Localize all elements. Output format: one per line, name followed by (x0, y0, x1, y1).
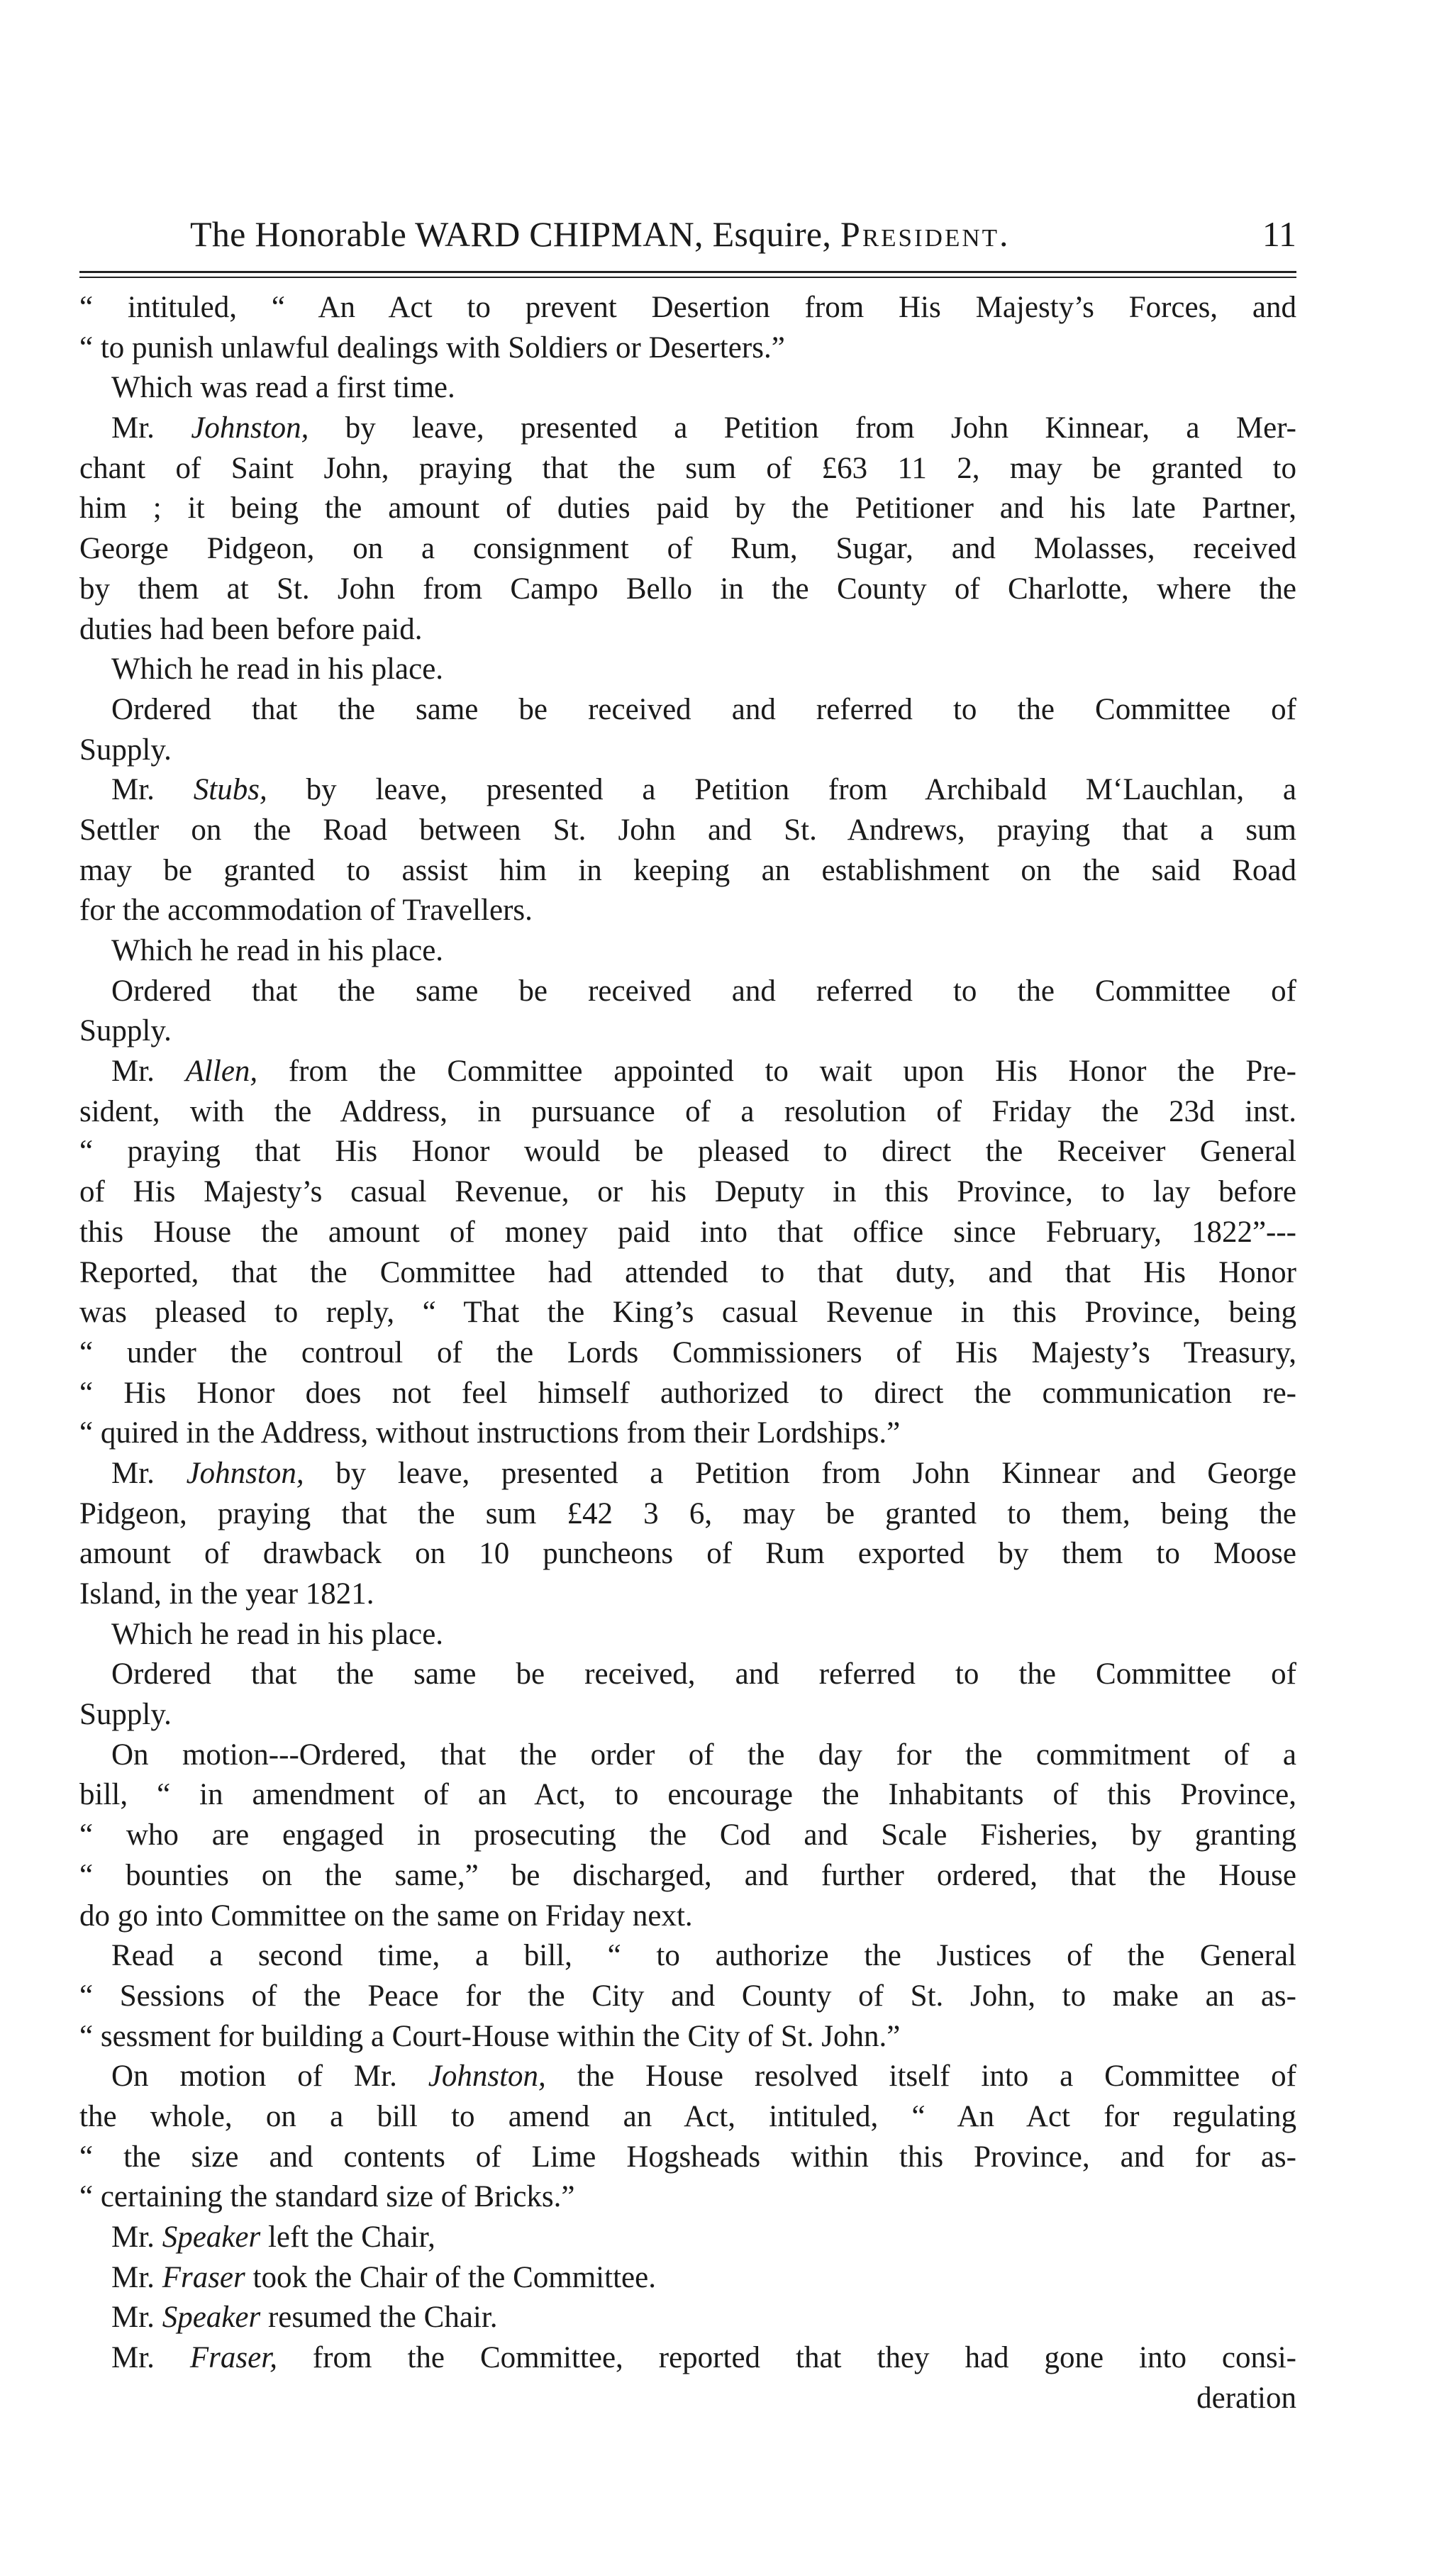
text-line (79, 1655, 1296, 1695)
line-text: deration (1196, 2381, 1296, 2415)
line-text: sident, with the Address, in pursuance of a resolution of Friday the 23d inst. (79, 1094, 1296, 1128)
text-line (79, 1333, 1296, 1374)
member-name: Speaker (162, 2221, 261, 2254)
line-text: Island, in the year 1821. (79, 1577, 374, 1611)
member-name: Johnston, (428, 2060, 546, 2094)
text-line (79, 931, 1296, 972)
member-name: Johnston, (186, 1456, 304, 1490)
line-text: “ intituled, “ An Act to prevent Desertion from His Majesty’s Forces, and (79, 291, 1296, 324)
text-line (79, 811, 1296, 851)
text-line (79, 2338, 1296, 2379)
line-text-rest: from the Committee, reported that they had gone into consi- (277, 2341, 1296, 2375)
member-name: Fraser, (189, 2341, 277, 2375)
text-line (79, 851, 1296, 891)
text-line (79, 1534, 1296, 1574)
line-text: “ quired in the Address, without instructions from their Lordships.” (79, 1416, 901, 1450)
line-text: was pleased to reply, “ That the King’s casual Revenue in this Province, being (79, 1296, 1296, 1330)
line-text: “ His Honor does not feel himself authorized to direct the communication re- (79, 1376, 1296, 1410)
line-text: Mr. (111, 2301, 162, 2335)
header-rule-thin (79, 277, 1296, 278)
member-name: Johnston, (191, 411, 309, 445)
text-line (79, 972, 1296, 1012)
text-line (79, 1816, 1296, 1856)
text-line (79, 1092, 1296, 1133)
text-line (79, 610, 1296, 650)
text-line (79, 569, 1296, 610)
line-text: Ordered that the same be received and referred to the Committee of (111, 974, 1296, 1008)
member-name: Stubs, (193, 773, 267, 807)
text-line (79, 690, 1296, 730)
line-text: Which was read a first time. (111, 371, 455, 405)
running-header (190, 206, 1296, 262)
line-text: Ordered that the same be received and referred to the Committee of (111, 692, 1296, 726)
text-line (79, 2177, 1296, 2218)
text-line (79, 1052, 1296, 1092)
text-line (79, 2258, 1296, 2299)
line-text: amount of drawback on 10 puncheons of Rum exported by them to Moose (79, 1537, 1296, 1571)
line-text: by them at St. John from Campo Bello in the County of Charlotte, where the (79, 572, 1296, 606)
running-title (190, 206, 1010, 262)
line-text: Ordered that the same be received, and referred to the Committee of (111, 1657, 1296, 1691)
line-text-rest: by leave, presented a Petition from John Kinnear, a Mer- (309, 411, 1296, 445)
line-text: Mr. (111, 1456, 187, 1490)
line-text: Supply. (79, 733, 172, 767)
line-text: On motion of Mr. (111, 2060, 428, 2094)
line-text: “ the size and contents of Lime Hogsheads within this Province, and for as- (79, 2140, 1296, 2174)
line-text: chant of Saint John, praying that the sum of £63 11 2, may be granted to (79, 451, 1296, 485)
text-line (79, 449, 1296, 489)
line-text: On motion---Ordered, that the order of the day for the commitment of a (111, 1738, 1296, 1772)
line-text: him ; it being the amount of duties paid by the Petitioner and his late Partner, (79, 491, 1296, 526)
text-line (79, 1172, 1296, 1213)
line-text: Settler on the Road between St. John and St. Andrews, praying that a sum (79, 813, 1296, 847)
text-line (79, 1213, 1296, 1253)
line-text: Mr. (111, 2221, 162, 2254)
line-text: “ certaining the standard size of Bricks.” (79, 2180, 575, 2214)
line-text-rest: from the Committee appointed to wait upon His Honor the Pre- (257, 1055, 1297, 1089)
text-line (79, 1896, 1296, 1937)
member-name: Fraser (162, 2260, 245, 2294)
text-line (79, 1011, 1296, 1052)
line-text: for the accommodation of Travellers. (79, 894, 533, 928)
text-line (79, 1494, 1296, 1535)
line-text: Reported, that the Committee had attended to that duty, and that His Honor (79, 1255, 1296, 1289)
text-line (79, 650, 1296, 690)
line-text: Mr. (111, 1055, 186, 1089)
line-text: “ bounties on the same,” be discharged, and further ordered, that the House (79, 1858, 1296, 1892)
line-text: “ sessment for building a Court-House within the City of St. John.” (79, 2019, 901, 2053)
line-text-rest: by leave, presented a Petition from Archibald M‘Lauchlan, a (267, 773, 1297, 807)
line-text: Read a second time, a bill, “ to authorize the Justices of the General (111, 1939, 1296, 1973)
running-title-smallcaps: President. (840, 214, 1011, 254)
line-text: “ under the controul of the Lords Commissioners of His Majesty’s Treasury, (79, 1335, 1296, 1369)
text-line (79, 2379, 1296, 2419)
line-text: duties had been before paid. (79, 612, 423, 646)
text-line (79, 1293, 1296, 1333)
line-text-rest: the House resolved itself into a Committee of (545, 2060, 1296, 2094)
line-text: Supply. (79, 1698, 172, 1732)
text-line (79, 288, 1296, 328)
text-line (79, 1775, 1296, 1816)
line-text: may be granted to assist him in keeping an establishment on the said Road (79, 853, 1296, 887)
line-text: Mr. (111, 773, 194, 807)
page-number: 11 (1262, 214, 1296, 254)
text-line (79, 891, 1296, 931)
running-title-text: The Honorable WARD CHIPMAN, Esquire, (190, 214, 841, 254)
line-text: Mr. (111, 2260, 162, 2294)
text-line (79, 489, 1296, 529)
text-line (79, 2097, 1296, 2138)
text-line (79, 1454, 1296, 1494)
text-line (79, 2057, 1296, 2097)
line-text-rest: resumed the Chair. (260, 2301, 498, 2335)
text-line (79, 1735, 1296, 1776)
text-line (79, 1574, 1296, 1615)
text-line (79, 2218, 1296, 2258)
body-text (79, 288, 1296, 2418)
text-line (79, 409, 1296, 449)
line-text: Supply. (79, 1014, 172, 1048)
line-text: Mr. (111, 411, 191, 445)
line-text-rest: by leave, presented a Petition from John Kinnear and George (304, 1456, 1297, 1490)
text-line (79, 1936, 1296, 1977)
line-text: Which he read in his place. (111, 934, 444, 967)
text-line (79, 1977, 1296, 2017)
text-line (79, 1856, 1296, 1896)
text-line (79, 1374, 1296, 1414)
text-line (79, 1253, 1296, 1294)
member-name: Allen, (185, 1055, 258, 1089)
line-text: Mr. (111, 2341, 190, 2375)
line-text: the whole, on a bill to amend an Act, intituled, “ An Act for regulating (79, 2099, 1296, 2133)
line-text: “ who are engaged in prosecuting the Cod and Scale Fisheries, by granting (79, 1818, 1296, 1852)
text-line (79, 529, 1296, 569)
text-line (79, 328, 1296, 369)
text-line (79, 1132, 1296, 1172)
text-line (79, 770, 1296, 811)
line-text: “ Sessions of the Peace for the City and County of St. John, to make an as- (79, 1979, 1296, 2013)
member-name: Speaker (162, 2301, 261, 2335)
text-line (79, 1413, 1296, 1454)
text-line (79, 730, 1296, 771)
line-text: “ to punish unlawful dealings with Soldiers or Deserters.” (79, 330, 785, 365)
line-text-rest: took the Chair of the Committee. (245, 2260, 656, 2294)
line-text: Pidgeon, praying that the sum £42 3 6, may be granted to them, being the (79, 1496, 1296, 1530)
line-text: George Pidgeon, on a consignment of Rum, Sugar, and Molasses, received (79, 532, 1296, 566)
text-line (79, 2138, 1296, 2178)
line-text: Which he read in his place. (111, 1617, 444, 1651)
line-text: of His Majesty’s casual Revenue, or his Deputy in this Province, to lay before (79, 1175, 1296, 1209)
text-line (79, 1695, 1296, 1735)
line-text: bill, “ in amendment of an Act, to encourage the Inhabitants of this Province, (79, 1778, 1296, 1812)
text-line (79, 1615, 1296, 1655)
line-text-rest: left the Chair, (260, 2221, 435, 2254)
header-rule-thick (79, 271, 1296, 273)
line-text: this House the amount of money paid into that office since February, 1822”--- (79, 1215, 1296, 1249)
line-text: “ praying that His Honor would be pleased to direct the Receiver General (79, 1135, 1296, 1169)
line-text: Which he read in his place. (111, 652, 444, 687)
text-line (79, 2017, 1296, 2057)
line-text: do go into Committee on the same on Friday next. (79, 1899, 693, 1933)
text-line (79, 368, 1296, 409)
text-line (79, 2298, 1296, 2338)
